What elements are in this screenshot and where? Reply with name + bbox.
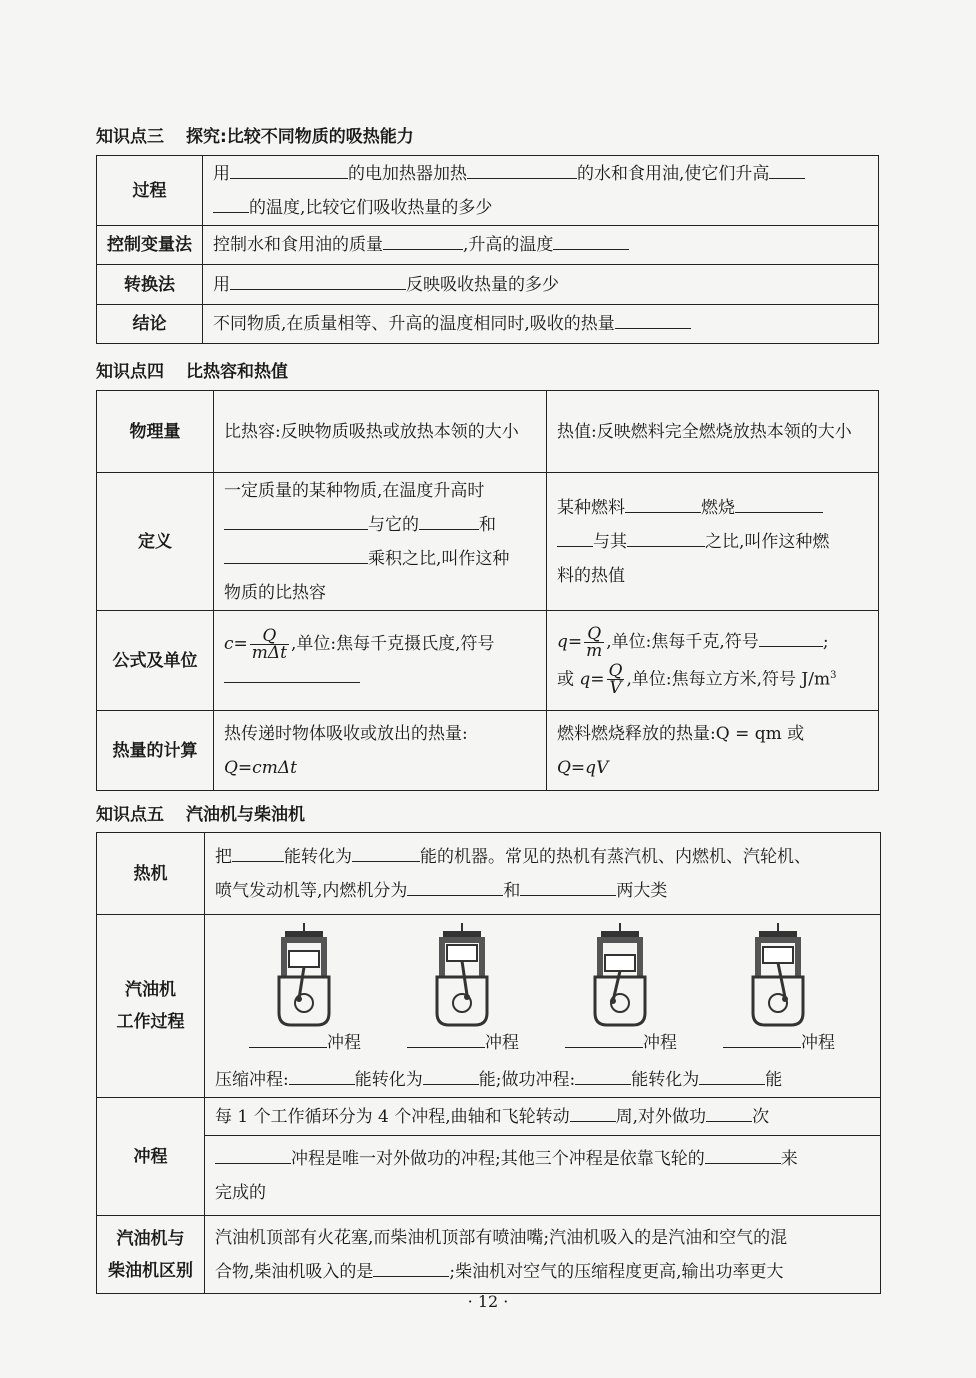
blank[interactable] bbox=[735, 492, 823, 513]
intake-stroke-engine-icon bbox=[259, 921, 349, 1031]
diff-text bbox=[205, 1216, 881, 1294]
stroke-label bbox=[565, 1027, 677, 1056]
table-row bbox=[97, 156, 879, 226]
text: 喷气发动机等,内燃机分为 bbox=[215, 880, 408, 901]
numerator: Q bbox=[608, 661, 623, 682]
blank[interactable] bbox=[230, 269, 406, 290]
text: 能转化为 bbox=[631, 1070, 700, 1090]
denominator: V bbox=[609, 678, 622, 699]
text: 两大类 bbox=[616, 880, 668, 901]
blank[interactable] bbox=[419, 509, 479, 530]
section5-subtitle: 汽油机与柴油机 bbox=[186, 805, 305, 825]
blank[interactable] bbox=[383, 229, 463, 250]
text: 能的机器。常见的热机有蒸汽机、内燃机、汽轮机、 bbox=[420, 846, 811, 867]
section5-table bbox=[96, 832, 881, 1294]
table-row bbox=[97, 473, 879, 611]
row-head-formula: 公式及单位 bbox=[97, 611, 214, 711]
formula-text: q= bbox=[557, 631, 583, 652]
text: 和 bbox=[503, 880, 521, 901]
text: 一定质量的某种物质,在温度升高时 bbox=[224, 480, 485, 501]
section4-subtitle: 比热容和热值 bbox=[186, 362, 288, 382]
blank[interactable] bbox=[373, 1256, 449, 1277]
text: 每 1 个工作循环分为 4 个冲程,曲轴和飞轮转动 bbox=[215, 1106, 570, 1127]
text: ,升高的温度 bbox=[463, 235, 554, 255]
fraction bbox=[584, 623, 604, 661]
blank[interactable] bbox=[289, 1064, 355, 1085]
row-head-process: 过程 bbox=[97, 156, 203, 226]
table-row bbox=[97, 1098, 881, 1136]
specific-heat-formula bbox=[214, 611, 547, 711]
text: 控制水和食用油的质量 bbox=[213, 235, 383, 255]
stroke-label bbox=[723, 1027, 835, 1056]
text: 来 bbox=[780, 1148, 798, 1169]
text: 压缩冲程: bbox=[215, 1070, 289, 1090]
section4-table bbox=[96, 390, 879, 791]
compression-stroke-engine-icon bbox=[417, 921, 507, 1031]
table-row bbox=[97, 226, 879, 265]
stroke-cycle-text bbox=[205, 1098, 881, 1136]
stroke-power-text bbox=[205, 1136, 881, 1216]
text: 把 bbox=[215, 846, 232, 867]
text: 乘积之比,叫作这种 bbox=[368, 548, 510, 569]
row-head-stroke: 冲程 bbox=[97, 1098, 205, 1216]
row-head-definition: 定义 bbox=[97, 473, 214, 611]
text: 料的热值 bbox=[557, 565, 625, 586]
blank[interactable] bbox=[423, 1064, 479, 1085]
heat-value-desc: 热值:反映燃料完全燃烧放热本领的大小 bbox=[547, 391, 879, 473]
blank[interactable] bbox=[627, 526, 705, 547]
text: 的电加热器加热 bbox=[348, 163, 467, 184]
blank[interactable] bbox=[553, 229, 629, 250]
power-stroke-engine-icon bbox=[575, 921, 665, 1031]
blank[interactable] bbox=[215, 1143, 291, 1164]
blank[interactable] bbox=[625, 492, 701, 513]
blank[interactable] bbox=[407, 875, 503, 896]
text: 冲程 bbox=[643, 1033, 677, 1053]
text: 热传递时物体吸收或放出的热量: bbox=[224, 723, 468, 744]
text: 汽油机 bbox=[125, 980, 176, 1000]
section3-title: 知识点三 bbox=[96, 127, 164, 147]
table-row bbox=[97, 391, 879, 473]
blank[interactable] bbox=[769, 158, 805, 179]
fraction bbox=[250, 625, 289, 663]
row-head-heat-engine: 热机 bbox=[97, 833, 205, 915]
blank[interactable] bbox=[224, 509, 368, 530]
table-row bbox=[97, 265, 879, 305]
table-row bbox=[97, 1216, 881, 1294]
text: 用 bbox=[213, 274, 230, 295]
text: 的水和食用油,使它们升高 bbox=[577, 163, 770, 184]
formula-text: q= bbox=[579, 669, 605, 690]
blank[interactable] bbox=[224, 543, 368, 564]
text: 能转化为 bbox=[354, 1070, 423, 1090]
text: ,单位:焦每立方米,符号 J/m bbox=[626, 669, 831, 690]
heat-engine-text bbox=[205, 833, 881, 915]
heat-value-formula bbox=[547, 611, 879, 711]
blank[interactable] bbox=[407, 1027, 485, 1048]
text: 燃料燃烧释放的热量:Q = qm 或 bbox=[557, 723, 805, 744]
fraction bbox=[607, 661, 625, 699]
blank[interactable] bbox=[213, 192, 249, 213]
text: 柴油机区别 bbox=[108, 1260, 193, 1281]
row-control-text bbox=[203, 226, 879, 265]
blank[interactable] bbox=[565, 1027, 643, 1048]
engine-diagrams bbox=[215, 915, 870, 1065]
text: 能;做功冲程: bbox=[478, 1070, 576, 1090]
text: 完成的 bbox=[215, 1182, 266, 1203]
row-head-work-process bbox=[97, 915, 205, 1098]
exhaust-stroke-engine-icon bbox=[733, 921, 823, 1031]
denominator: m bbox=[586, 640, 603, 661]
heat-value-definition bbox=[547, 473, 879, 611]
numerator: Q bbox=[250, 628, 289, 645]
denominator: mΔt bbox=[251, 642, 287, 663]
blank[interactable] bbox=[699, 1064, 765, 1085]
table-row bbox=[97, 611, 879, 711]
table-row bbox=[97, 305, 879, 344]
superscript: 3 bbox=[830, 669, 837, 681]
blank[interactable] bbox=[249, 1027, 327, 1048]
row-conversion-text bbox=[203, 265, 879, 305]
section5-title: 知识点五 bbox=[96, 805, 164, 825]
text: 工作过程 bbox=[116, 1012, 185, 1032]
text: 能转化为 bbox=[284, 846, 352, 867]
section3-table bbox=[96, 155, 879, 344]
blank[interactable] bbox=[615, 308, 691, 329]
text: 物质的比热容 bbox=[224, 582, 326, 603]
row-head-conversion: 转换法 bbox=[97, 265, 203, 305]
blank[interactable] bbox=[557, 526, 593, 547]
text: ; bbox=[822, 631, 829, 652]
specific-heat-definition bbox=[214, 473, 547, 611]
table-row bbox=[97, 1136, 881, 1216]
text: 与它的 bbox=[368, 514, 419, 535]
stroke-label bbox=[407, 1027, 519, 1056]
section4-heading bbox=[96, 357, 288, 382]
specific-heat-desc: 比热容:反映物质吸热或放热本领的大小 bbox=[214, 391, 547, 473]
text: 不同物质,在质量相等、升高的温度相同时,吸收的热量 bbox=[213, 314, 615, 334]
formula-text: Q=cmΔt bbox=[224, 757, 297, 778]
text: 与其 bbox=[593, 531, 627, 552]
row-head-calc: 热量的计算 bbox=[97, 711, 214, 791]
text: 和 bbox=[479, 514, 496, 535]
blank[interactable] bbox=[759, 626, 823, 647]
blank[interactable] bbox=[224, 662, 360, 683]
row-process-text bbox=[203, 156, 879, 226]
text: 燃烧 bbox=[701, 497, 735, 518]
section3-heading bbox=[96, 122, 414, 147]
text: 冲程 bbox=[801, 1033, 835, 1053]
blank[interactable] bbox=[352, 841, 420, 862]
stroke-label bbox=[249, 1027, 361, 1056]
row-head-conclusion: 结论 bbox=[97, 305, 203, 344]
blank[interactable] bbox=[520, 875, 616, 896]
work-process-cell bbox=[205, 915, 881, 1098]
formula-text: Q=qV bbox=[557, 757, 609, 778]
blank[interactable] bbox=[705, 1143, 781, 1164]
row-head-physics: 物理量 bbox=[97, 391, 214, 473]
numerator: Q bbox=[584, 626, 604, 643]
section4-title: 知识点四 bbox=[96, 362, 164, 382]
row-conclusion-text bbox=[203, 305, 879, 344]
text: 冲程 bbox=[485, 1033, 519, 1053]
specific-heat-calc bbox=[214, 711, 547, 791]
text: 汽油机与 bbox=[116, 1228, 185, 1249]
row-head-control: 控制变量法 bbox=[97, 226, 203, 265]
text: 之比,叫作这种燃 bbox=[705, 531, 830, 552]
blank[interactable] bbox=[575, 1064, 631, 1085]
row-head-diff bbox=[97, 1216, 205, 1294]
text: ;柴油机对空气的压缩程度更高,输出功率更大 bbox=[449, 1261, 784, 1282]
text: 的温度,比较它们吸收热量的多少 bbox=[249, 197, 493, 218]
formula-text: c= bbox=[224, 633, 248, 654]
table-row bbox=[97, 833, 881, 915]
blank[interactable] bbox=[232, 841, 284, 862]
blank[interactable] bbox=[467, 158, 577, 179]
blank[interactable] bbox=[706, 1101, 752, 1122]
text: 反映吸收热量的多少 bbox=[406, 274, 559, 295]
heat-value-calc bbox=[547, 711, 879, 791]
text: ,单位:焦每千克摄氏度,符号 bbox=[291, 633, 495, 654]
text: 用 bbox=[213, 163, 230, 184]
section5-heading bbox=[96, 800, 305, 825]
text: 汽油机顶部有火花塞,而柴油机顶部有喷油嘴;汽油机吸入的是汽油和空气的混 bbox=[215, 1227, 788, 1248]
text: 冲程 bbox=[327, 1033, 361, 1053]
text: 次 bbox=[752, 1106, 770, 1127]
section3-subtitle: 探究:比较不同物质的吸热能力 bbox=[186, 127, 414, 147]
text: 或 bbox=[557, 669, 574, 690]
blank[interactable] bbox=[723, 1027, 801, 1048]
text: 能 bbox=[765, 1070, 783, 1090]
table-row bbox=[97, 915, 881, 1098]
text: 冲程是唯一对外做功的冲程;其他三个冲程是依靠飞轮的 bbox=[291, 1148, 705, 1169]
page-number: · 12 · bbox=[467, 1292, 509, 1311]
text: ,单位:焦每千克,符号 bbox=[606, 631, 759, 652]
text: 周,对外做功 bbox=[615, 1106, 707, 1127]
text: 合物,柴油机吸入的是 bbox=[215, 1261, 374, 1282]
table-row bbox=[97, 711, 879, 791]
text: 某种燃料 bbox=[557, 497, 625, 518]
blank[interactable] bbox=[570, 1101, 616, 1122]
energy-conversion-line bbox=[215, 1063, 870, 1097]
blank[interactable] bbox=[230, 158, 348, 179]
